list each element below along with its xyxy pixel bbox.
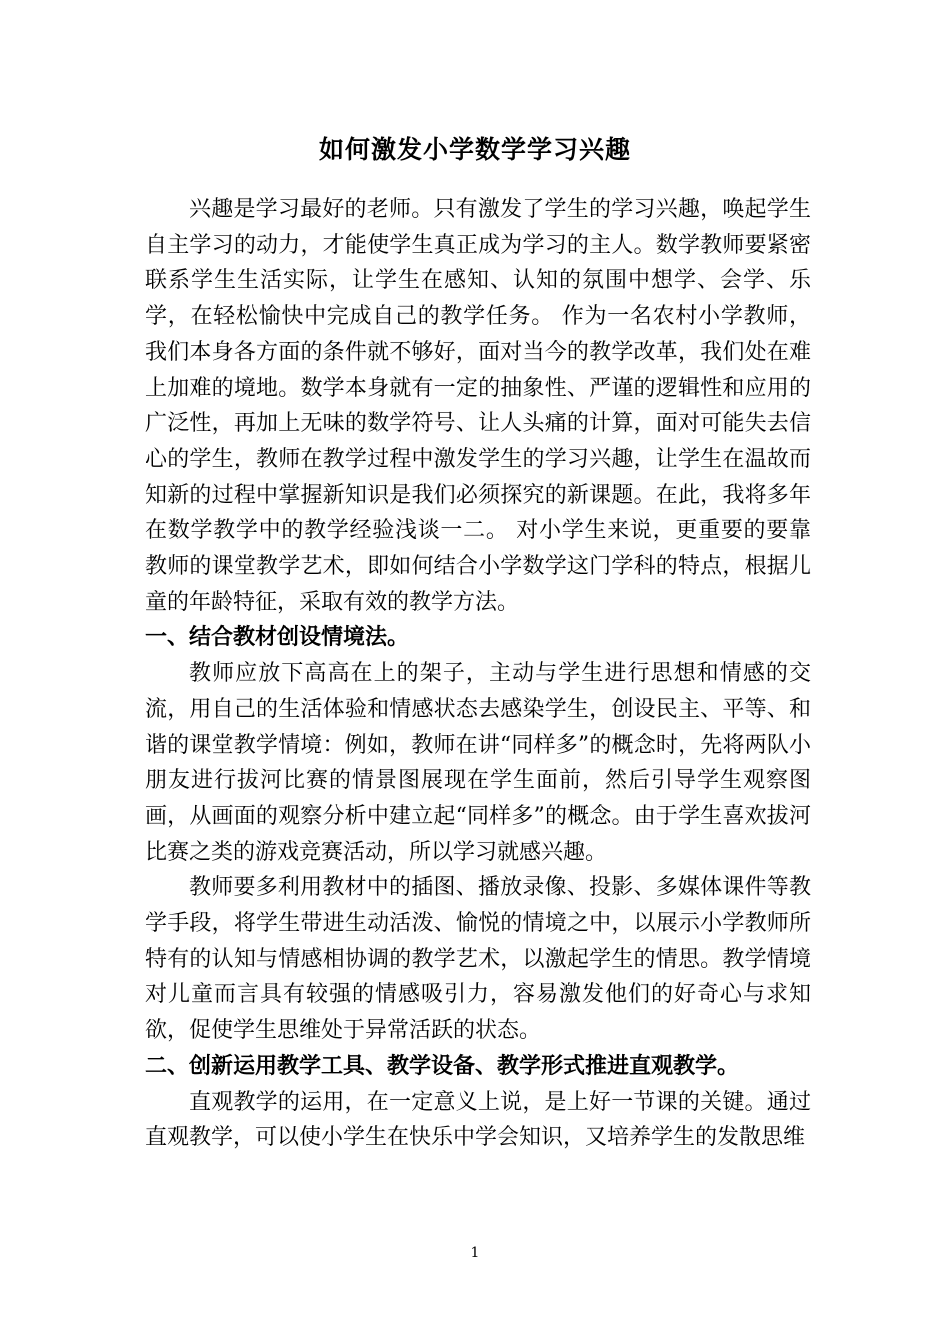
section1-paragraph-2: 教师要多利用教材中的插图、播放录像、投影、多媒体课件等教学手段，将学生带进生动活泼、愉悦的情境之中，以展示小学教师所特有的认知与情感相协调的教学艺术，以激起学生的情思。教学情境对儿童而言具有较强的情感吸引力，容易激发他们的好奇心与求知欲，促使学生思维处于异常活跃的状态。 — [145, 875, 811, 1044]
section-heading-1: 一、结合教材创设情境法。 — [145, 624, 410, 651]
section2-paragraph-1: 直观教学的运用，在一定意义上说，是上好一节课的关键。通过直观教学，可以使小学生在快乐中学会知识，又培养学生的发散思维 — [145, 1089, 811, 1151]
intro-paragraph: 兴趣是学习最好的老师。只有激发了学生的学习兴趣，唤起学生自主学习的动力，才能使学生真正成为学习的主人。数学教师要紧密联系学生生活实际，让学生在感知、认知的氛围中想学、会学、乐学，在轻松愉快中完成自己的教学任务。 作为一名农村小学教师，我们本身各方面的条件就不够好，面对当今的教学改革，我们处在难上加难的境地。数学本身就有一定的抽象性、严谨的逻辑性和应用的广泛性，再加上无味的数学符号、让人头痛的计算，面对可能失去信心的学生，教师在教学过程中激发学生的学习兴趣，让学生在温故而知新的过程中掌握新知识是我们必须探究的新课题。在此，我将多年在数学教学中的教学经验浅谈一二。 对小学生来说，更重要的要靠教师的课堂教学艺术，即如何结合小学数学这门学科的特点，根据儿童的年龄特征，采取有效的教学方法。 — [145, 197, 811, 615]
section1-paragraph-1: 教师应放下高高在上的架子，主动与学生进行思想和情感的交流，用自己的生活体验和情感状态去感染学生，创设民主、平等、和谐的课堂教学情境：例如，教师在讲“同样多”的概念时，先将两队小朋友进行拔河比赛的情景图展现在学生面前，然后引导学生观察图画，从画面的观察分析中建立起“同样多”的概念。由于学生喜欢拔河比赛之类的游戏竞赛活动，所以学习就感兴趣。 — [145, 661, 811, 865]
section-heading-2: 二、创新运用教学工具、教学设备、教学形式推进直观教学。 — [145, 1052, 740, 1079]
page-number: 1 — [470, 1245, 480, 1261]
document-body — [145, 192, 811, 1156]
document-title: 如何激发小学数学学习兴趣 — [318, 135, 631, 164]
